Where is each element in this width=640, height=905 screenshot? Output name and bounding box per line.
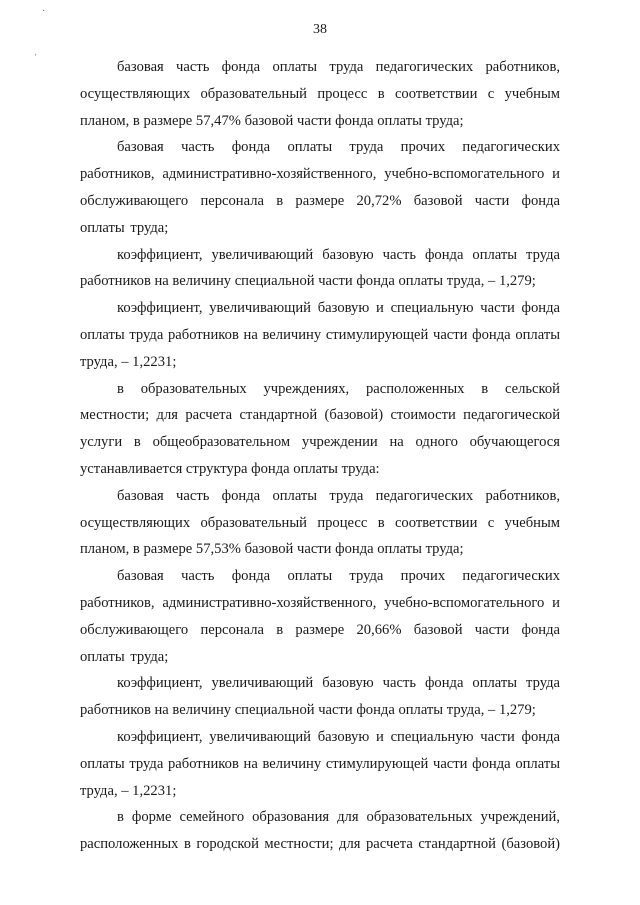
paragraph: базовая часть фонда оплаты труда прочих педагогических работников, административно-хозяйственного, учебно-вспомогательного и обслуживающего персонала в размере 20,66% базовой части фонда оплаты труда;	[80, 568, 560, 665]
paragraph: базовая часть фонда оплаты труда педагогических работников, осуществляющих образовательный процесс в соответствии с учебным планом, в размере 57,47% базовой части фонда оплаты труда;	[80, 59, 560, 129]
page-number: 38	[313, 22, 327, 37]
paragraph: коэффициент, увеличивающий базовую и специальную части фонда оплаты труда работников на величину стимулирующей части фонда оплаты труда, – 1,2231;	[80, 300, 560, 370]
scan-speck: ˌ	[34, 45, 38, 56]
body-text	[80, 54, 560, 858]
paragraph: базовая часть фонда оплаты труда прочих педагогических работников, административно-хозяйственного, учебно-вспомогательного и обслуживающего персонала в размере 20,72% базовой части фонда оплаты труда;	[80, 139, 560, 236]
paragraph: базовая часть фонда оплаты труда педагогических работников, осуществляющих образовательный процесс в соответствии с учебным планом, в размере 57,53% базовой части фонда оплаты труда;	[80, 487, 560, 558]
paragraph: коэффициент, увеличивающий базовую и специальную части фонда оплаты труда работников на величину стимулирующей части фонда оплаты труда, – 1,2231;	[80, 728, 560, 799]
scan-speck: ˙	[42, 9, 46, 20]
paragraph: коэффициент, увеличивающий базовую часть фонда оплаты труда работников на величину специальной части фонда оплаты труда, – 1,279;	[80, 675, 560, 719]
paragraph: в образовательных учреждениях, расположенных в сельской местности; для расчета стандартной (базовой) стоимости педагогической услуги в общеобразовательном учреждении на одного обучающегося устанавливается структура фонда оплаты труда:	[80, 380, 560, 477]
paragraph: в форме семейного образования для образовательных учреждений, расположенных в городской местности; для расчета стандартной (базовой)	[80, 809, 560, 853]
paragraph: коэффициент, увеличивающий базовую часть фонда оплаты труда работников на величину специальной части фонда оплаты труда, – 1,279;	[80, 246, 560, 290]
